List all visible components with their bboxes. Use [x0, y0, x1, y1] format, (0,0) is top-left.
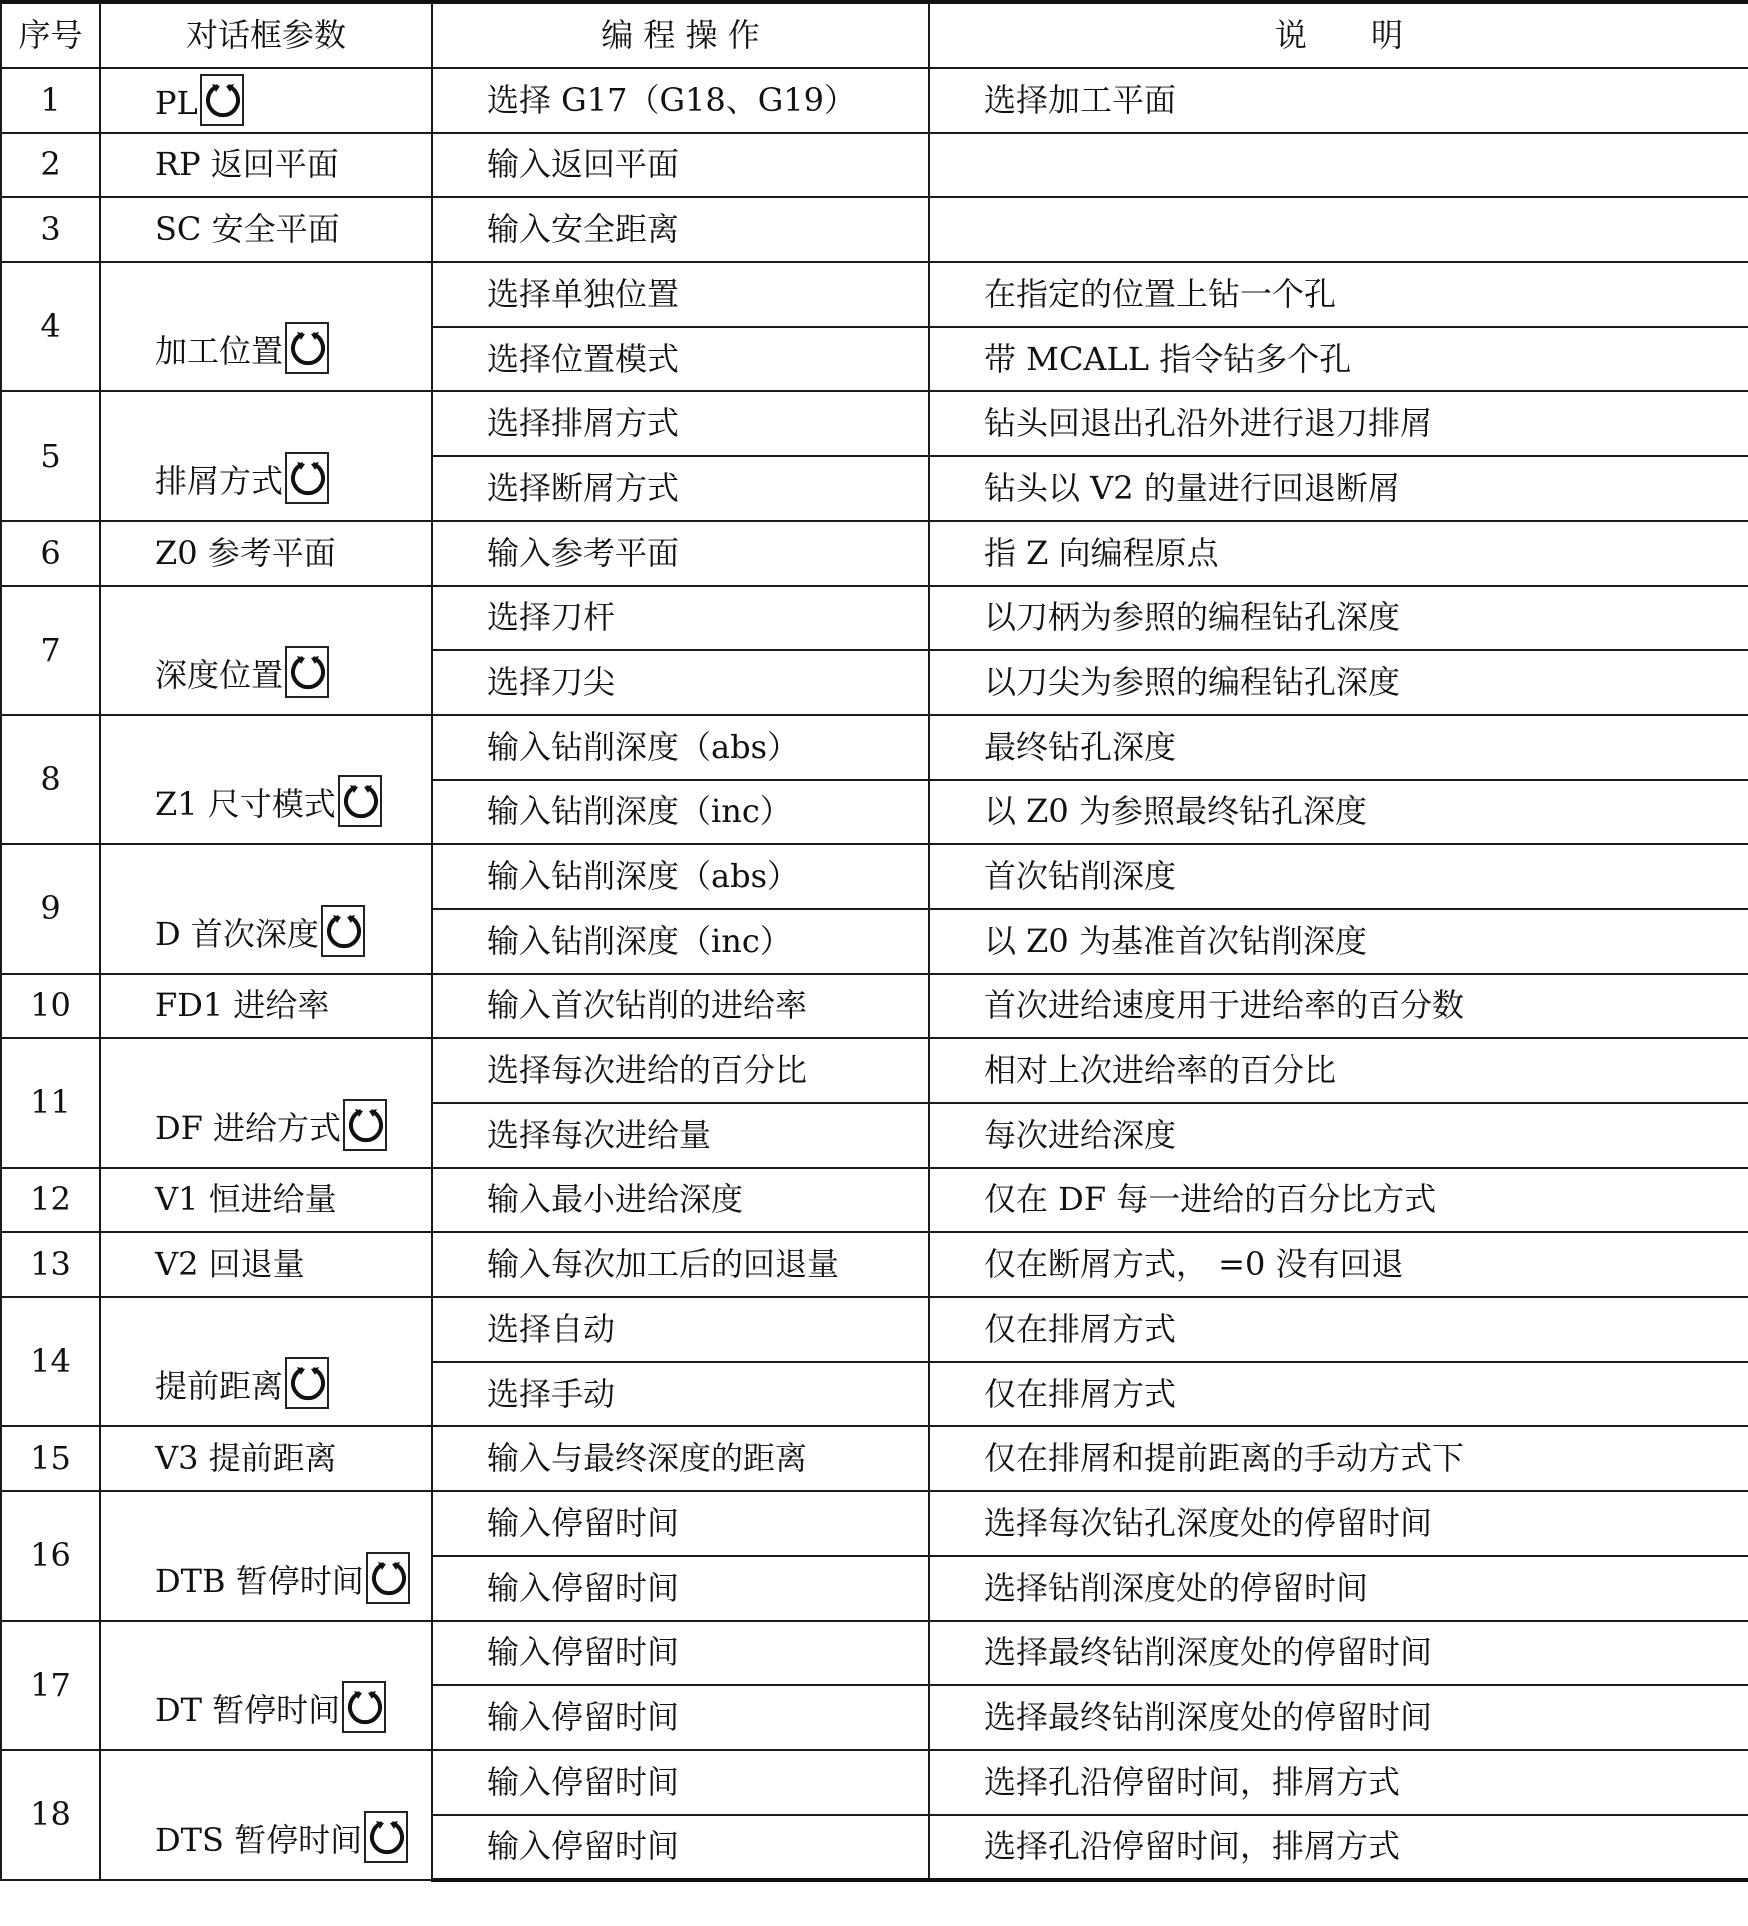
serial-number-cell: 12	[1, 1168, 100, 1233]
dialog-parameter-label: Z1 尺寸模式	[155, 785, 336, 824]
dialog-parameter-cell	[100, 715, 432, 844]
toggle-cycle-icon	[338, 775, 382, 827]
dialog-parameter-cell	[100, 262, 432, 391]
dialog-parameter-cell	[100, 1297, 432, 1426]
dialog-parameter-cell	[100, 197, 432, 262]
table-row	[1, 1297, 1748, 1362]
serial-number-cell: 3	[1, 197, 100, 262]
dialog-parameter-label: 排屑方式	[155, 461, 284, 500]
programming-operation-cell: 输入停留时间	[432, 1556, 929, 1621]
table-row	[1, 844, 1748, 909]
dialog-parameter-cell	[100, 586, 432, 715]
programming-operation-cell: 输入与最终深度的距离	[432, 1426, 929, 1491]
programming-operation-cell: 输入每次加工后的回退量	[432, 1232, 929, 1297]
programming-operation-cell: 输入停留时间	[432, 1685, 929, 1750]
table-row	[1, 521, 1748, 586]
serial-number-cell: 14	[1, 1297, 100, 1426]
dialog-parameter-label: DTB 暂停时间	[155, 1561, 364, 1600]
table-row	[1, 974, 1748, 1039]
description-cell: 以 Z0 为参照最终钻孔深度	[929, 780, 1748, 845]
table-row	[1, 197, 1748, 262]
dialog-parameter-label: RP 返回平面	[155, 145, 339, 184]
dialog-parameter-cell	[100, 521, 432, 586]
dialog-parameter-label: PL	[155, 84, 198, 123]
description-cell: 仅在 DF 每一进给的百分比方式	[929, 1168, 1748, 1233]
serial-number-cell: 10	[1, 974, 100, 1039]
description-cell: 选择孔沿停留时间，排屑方式	[929, 1815, 1748, 1881]
toggle-cycle-icon	[285, 452, 329, 504]
serial-number-cell: 18	[1, 1750, 100, 1880]
dialog-parameter-label: DT 暂停时间	[155, 1690, 341, 1729]
table-row	[1, 1621, 1748, 1686]
dialog-parameter-label: V1 恒进给量	[155, 1180, 337, 1219]
table-row	[1, 1750, 1748, 1815]
programming-operation-cell: 输入钻削深度（inc）	[432, 780, 929, 845]
dialog-parameter-label: FD1 进给率	[155, 986, 330, 1025]
serial-number-cell: 1	[1, 68, 100, 133]
dialog-parameter-cell	[100, 974, 432, 1039]
dialog-parameter-cell	[100, 133, 432, 198]
table-row	[1, 1232, 1748, 1297]
description-cell: 选择孔沿停留时间，排屑方式	[929, 1750, 1748, 1815]
serial-number-cell: 9	[1, 844, 100, 973]
description-cell: 首次进给速度用于进给率的百分数	[929, 974, 1748, 1039]
description-cell: 仅在排屑方式	[929, 1297, 1748, 1362]
description-cell: 以刀尖为参照的编程钻孔深度	[929, 650, 1748, 715]
toggle-cycle-icon	[342, 1681, 386, 1733]
serial-number-cell: 7	[1, 586, 100, 715]
programming-operation-cell: 选择排屑方式	[432, 391, 929, 456]
description-cell: 钻头以 V2 的量进行回退断屑	[929, 456, 1748, 521]
table-row	[1, 68, 1748, 133]
programming-operation-cell: 选择每次进给的百分比	[432, 1038, 929, 1103]
programming-operation-cell: 输入首次钻削的进给率	[432, 974, 929, 1039]
toggle-cycle-icon	[321, 905, 365, 957]
header-description: 说 明	[929, 2, 1748, 68]
toggle-cycle-icon	[285, 1357, 329, 1409]
dialog-parameter-cell	[100, 1621, 432, 1750]
programming-operation-cell: 选择断屑方式	[432, 456, 929, 521]
programming-operation-cell: 选择自动	[432, 1297, 929, 1362]
programming-operation-cell: 选择每次进给量	[432, 1103, 929, 1168]
table-row	[1, 1168, 1748, 1233]
programming-operation-cell: 输入停留时间	[432, 1491, 929, 1556]
serial-number-cell: 15	[1, 1426, 100, 1491]
table-row	[1, 1491, 1748, 1556]
description-cell: 首次钻削深度	[929, 844, 1748, 909]
programming-operation-cell: 选择手动	[432, 1362, 929, 1427]
header-programming-operation: 编 程 操 作	[432, 2, 929, 68]
programming-operation-cell: 选择 G17（G18、G19）	[432, 68, 929, 133]
dialog-parameter-label: 加工位置	[155, 332, 284, 371]
dialog-parameter-label: D 首次深度	[155, 914, 319, 953]
table-row	[1, 391, 1748, 456]
programming-operation-cell: 输入参考平面	[432, 521, 929, 586]
serial-number-cell: 4	[1, 262, 100, 391]
dialog-parameter-cell	[100, 1232, 432, 1297]
description-cell: 指 Z 向编程原点	[929, 521, 1748, 586]
dialog-parameter-label: 深度位置	[155, 655, 284, 694]
serial-number-cell: 5	[1, 391, 100, 520]
serial-number-cell: 17	[1, 1621, 100, 1750]
description-cell: 以刀柄为参照的编程钻孔深度	[929, 586, 1748, 651]
programming-operation-cell: 选择单独位置	[432, 262, 929, 327]
dialog-parameter-cell	[100, 1038, 432, 1167]
dialog-parameter-label: V2 回退量	[155, 1245, 305, 1284]
serial-number-cell: 6	[1, 521, 100, 586]
toggle-cycle-icon	[285, 322, 329, 374]
description-cell: 选择加工平面	[929, 68, 1748, 133]
table-body	[1, 68, 1748, 1880]
toggle-cycle-icon	[200, 74, 244, 126]
dialog-parameter-label: 提前距离	[155, 1367, 284, 1406]
dialog-parameter-cell	[100, 1426, 432, 1491]
programming-operation-cell: 输入钻削深度（abs）	[432, 715, 929, 780]
description-cell: 钻头回退出孔沿外进行退刀排屑	[929, 391, 1748, 456]
header-dialog-parameter: 对话框参数	[100, 2, 432, 68]
toggle-cycle-icon	[343, 1099, 387, 1151]
programming-operation-cell: 选择刀尖	[432, 650, 929, 715]
description-cell: 带 MCALL 指令钻多个孔	[929, 327, 1748, 392]
header-serial-number: 序号	[1, 2, 100, 68]
programming-operation-cell: 输入最小进给深度	[432, 1168, 929, 1233]
description-cell: 以 Z0 为基准首次钻削深度	[929, 909, 1748, 974]
programming-operation-cell: 输入返回平面	[432, 133, 929, 198]
description-cell: 选择钻削深度处的停留时间	[929, 1556, 1748, 1621]
description-cell	[929, 133, 1748, 198]
programming-operation-cell: 选择位置模式	[432, 327, 929, 392]
description-cell: 选择最终钻削深度处的停留时间	[929, 1685, 1748, 1750]
serial-number-cell: 8	[1, 715, 100, 844]
toggle-cycle-icon	[366, 1552, 410, 1604]
serial-number-cell: 11	[1, 1038, 100, 1167]
dialog-parameter-cell	[100, 844, 432, 973]
dialog-parameter-cell	[100, 68, 432, 133]
programming-operation-cell: 输入钻削深度（inc）	[432, 909, 929, 974]
dialog-parameter-label: DTS 暂停时间	[155, 1821, 363, 1860]
description-cell: 相对上次进给率的百分比	[929, 1038, 1748, 1103]
table-header-row	[1, 2, 1748, 68]
description-cell: 最终钻孔深度	[929, 715, 1748, 780]
description-cell: 在指定的位置上钻一个孔	[929, 262, 1748, 327]
programming-operation-cell: 选择刀杆	[432, 586, 929, 651]
description-cell	[929, 197, 1748, 262]
description-cell: 选择每次钻孔深度处的停留时间	[929, 1491, 1748, 1556]
dialog-parameter-label: Z0 参考平面	[155, 533, 336, 572]
description-cell: 选择最终钻削深度处的停留时间	[929, 1621, 1748, 1686]
table-row	[1, 133, 1748, 198]
dialog-parameter-label: V3 提前距离	[155, 1439, 337, 1478]
table-row	[1, 1038, 1748, 1103]
description-cell: 仅在排屑方式	[929, 1362, 1748, 1427]
programming-operation-cell: 输入停留时间	[432, 1750, 929, 1815]
programming-operation-cell: 输入安全距离	[432, 197, 929, 262]
table-row	[1, 586, 1748, 651]
dialog-parameter-cell	[100, 1491, 432, 1620]
serial-number-cell: 13	[1, 1232, 100, 1297]
description-cell: 仅在排屑和提前距离的手动方式下	[929, 1426, 1748, 1491]
table-row	[1, 1426, 1748, 1491]
toggle-cycle-icon	[285, 646, 329, 698]
programming-operation-cell: 输入停留时间	[432, 1815, 929, 1881]
dialog-parameter-label: SC 安全平面	[155, 210, 340, 249]
description-cell: 仅在断屑方式， =0 没有回退	[929, 1232, 1748, 1297]
dialog-parameter-cell	[100, 391, 432, 520]
serial-number-cell: 2	[1, 133, 100, 198]
programming-operation-cell: 输入停留时间	[432, 1621, 929, 1686]
dialog-parameter-label: DF 进给方式	[155, 1108, 342, 1147]
toggle-cycle-icon	[364, 1811, 408, 1863]
programming-operation-cell: 输入钻削深度（abs）	[432, 844, 929, 909]
table-row	[1, 262, 1748, 327]
dialog-parameter-cell	[100, 1168, 432, 1233]
table-row	[1, 715, 1748, 780]
dialog-parameter-cell	[100, 1750, 432, 1880]
description-cell: 每次进给深度	[929, 1103, 1748, 1168]
serial-number-cell: 16	[1, 1491, 100, 1620]
